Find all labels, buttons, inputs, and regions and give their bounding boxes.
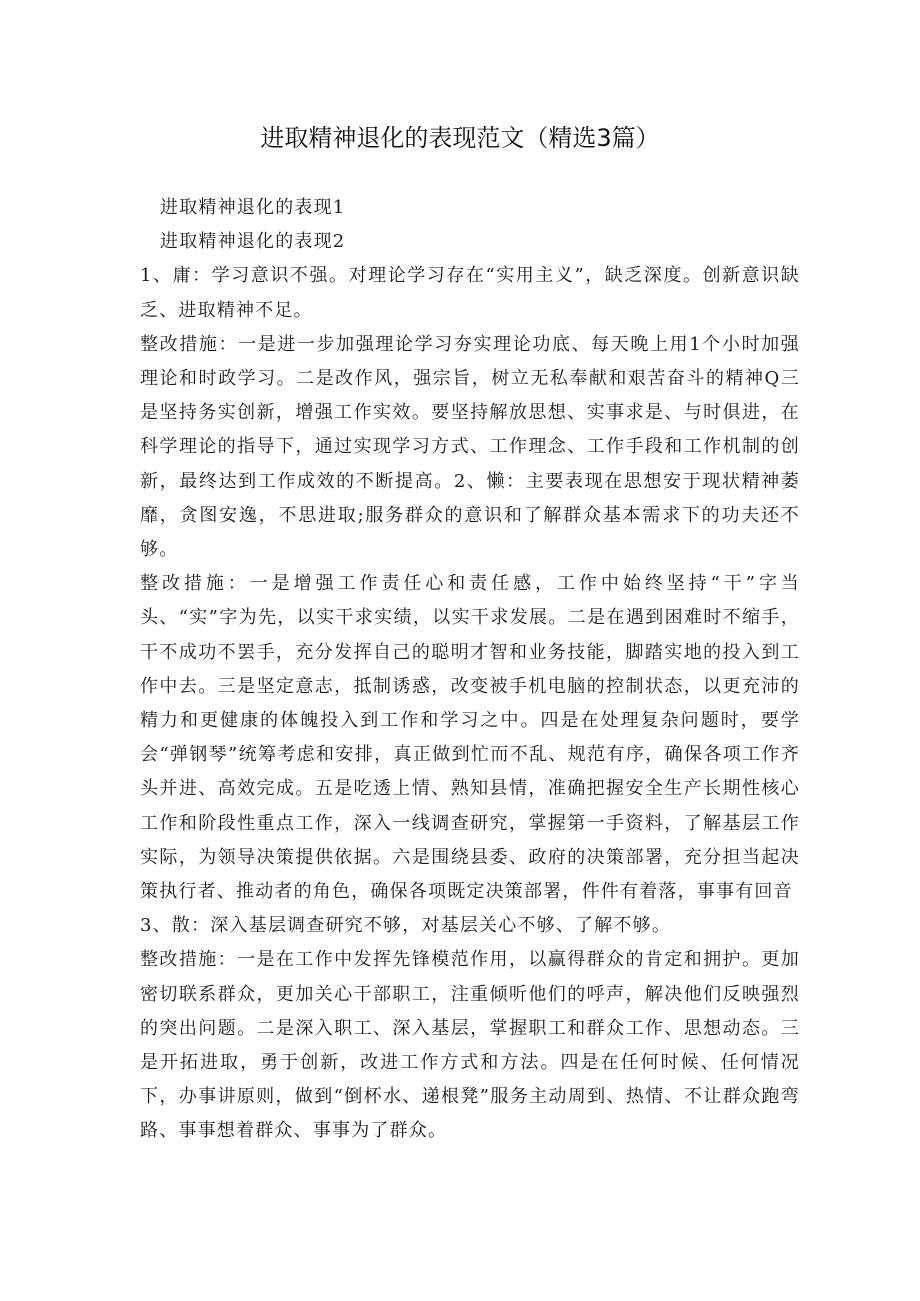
paragraph-measures-2: 整改措施：一是增强工作责任心和责任感，工作中始终坚持“干”字当头、“实”字为先，以实干求实绩，以实干求发展。二是在遇到困难时不缩手，干不成功不罢手，充分发挥自己的聪明才智和业务技能，脚踏实地的投入到工作中去。三是坚定意志，抵制诱惑，改变被手机电脑的控制状态，以更充沛的精力和更健康的体魄投入到工作和学习之中。四是在处理复杂问题时，要学会“弹钢琴”统筹考虑和安排，真正做到忙而不乱、规范有序，确保各项工作齐头并进、高效完成。五是吃透上情、熟知县情，准确把握安全生产长期性核心工作和阶段性重点工作，深入一线调查研究，掌握第一手资料，了解基层工作实际，为领导决策提供依据。六是围绕县委、政府的决策部署，充分担当起决策执行者、推动者的角色，确保各项既定决策部署，件件有着落，事事有回音 [140, 573, 800, 903]
paragraph-issue-3: 3、散：深入基层调查研究不够，对基层关心不够、了解不够。 [140, 915, 672, 937]
paragraph-measures-1: 整改措施：一是进一步加强理论学习夯实理论功底、每天晚上用1个小时加强理论和时政学习。二是改作风，强宗旨，树立无私奉献和艰苦奋斗的精神Q三是坚持务实创新，增强工作实效。要坚持解放思想、实事求是、与时俱进，在科学理论的指导下，通过实现学习方式、工作理念、工作手段和工作机制的创新，最终达到工作成效的不断提高。2、懒：主要表现在思想安于现状精神萎靡，贪图安逸，不思进取;服务群众的意识和了解群众基本需求下的功夫还不够。 [140, 333, 800, 561]
document-title: 进取精神退化的表现范文（精选3篇） [260, 124, 660, 152]
subheading-2: 进取精神退化的表现2 [160, 231, 346, 253]
document-body [140, 191, 800, 1149]
paragraph-measures-3: 整改措施：一是在工作中发挥先锋模范作用，以赢得群众的肯定和拥护。更加密切联系群众，更加关心干部职工，注重倾听他们的呼声，解决他们反映强烈的突出问题。二是深入职工、深入基层，掌握职工和群众工作、思想动态。三是开拓进取，勇于创新，改进工作方式和方法。四是在任何时候、任何情况下，办事讲原则，做到“倒杯水、递根凳”服务主动周到、热情、不让群众跑弯路、事事想着群众、事事为了群众。 [140, 949, 800, 1142]
subheading-1: 进取精神退化的表现1 [160, 197, 346, 218]
paragraph-issue-1: 1、庸：学习意识不强。对理论学习存在“实用主义”，缺乏深度。创新意识缺乏、进取精神不足。 [140, 265, 800, 321]
